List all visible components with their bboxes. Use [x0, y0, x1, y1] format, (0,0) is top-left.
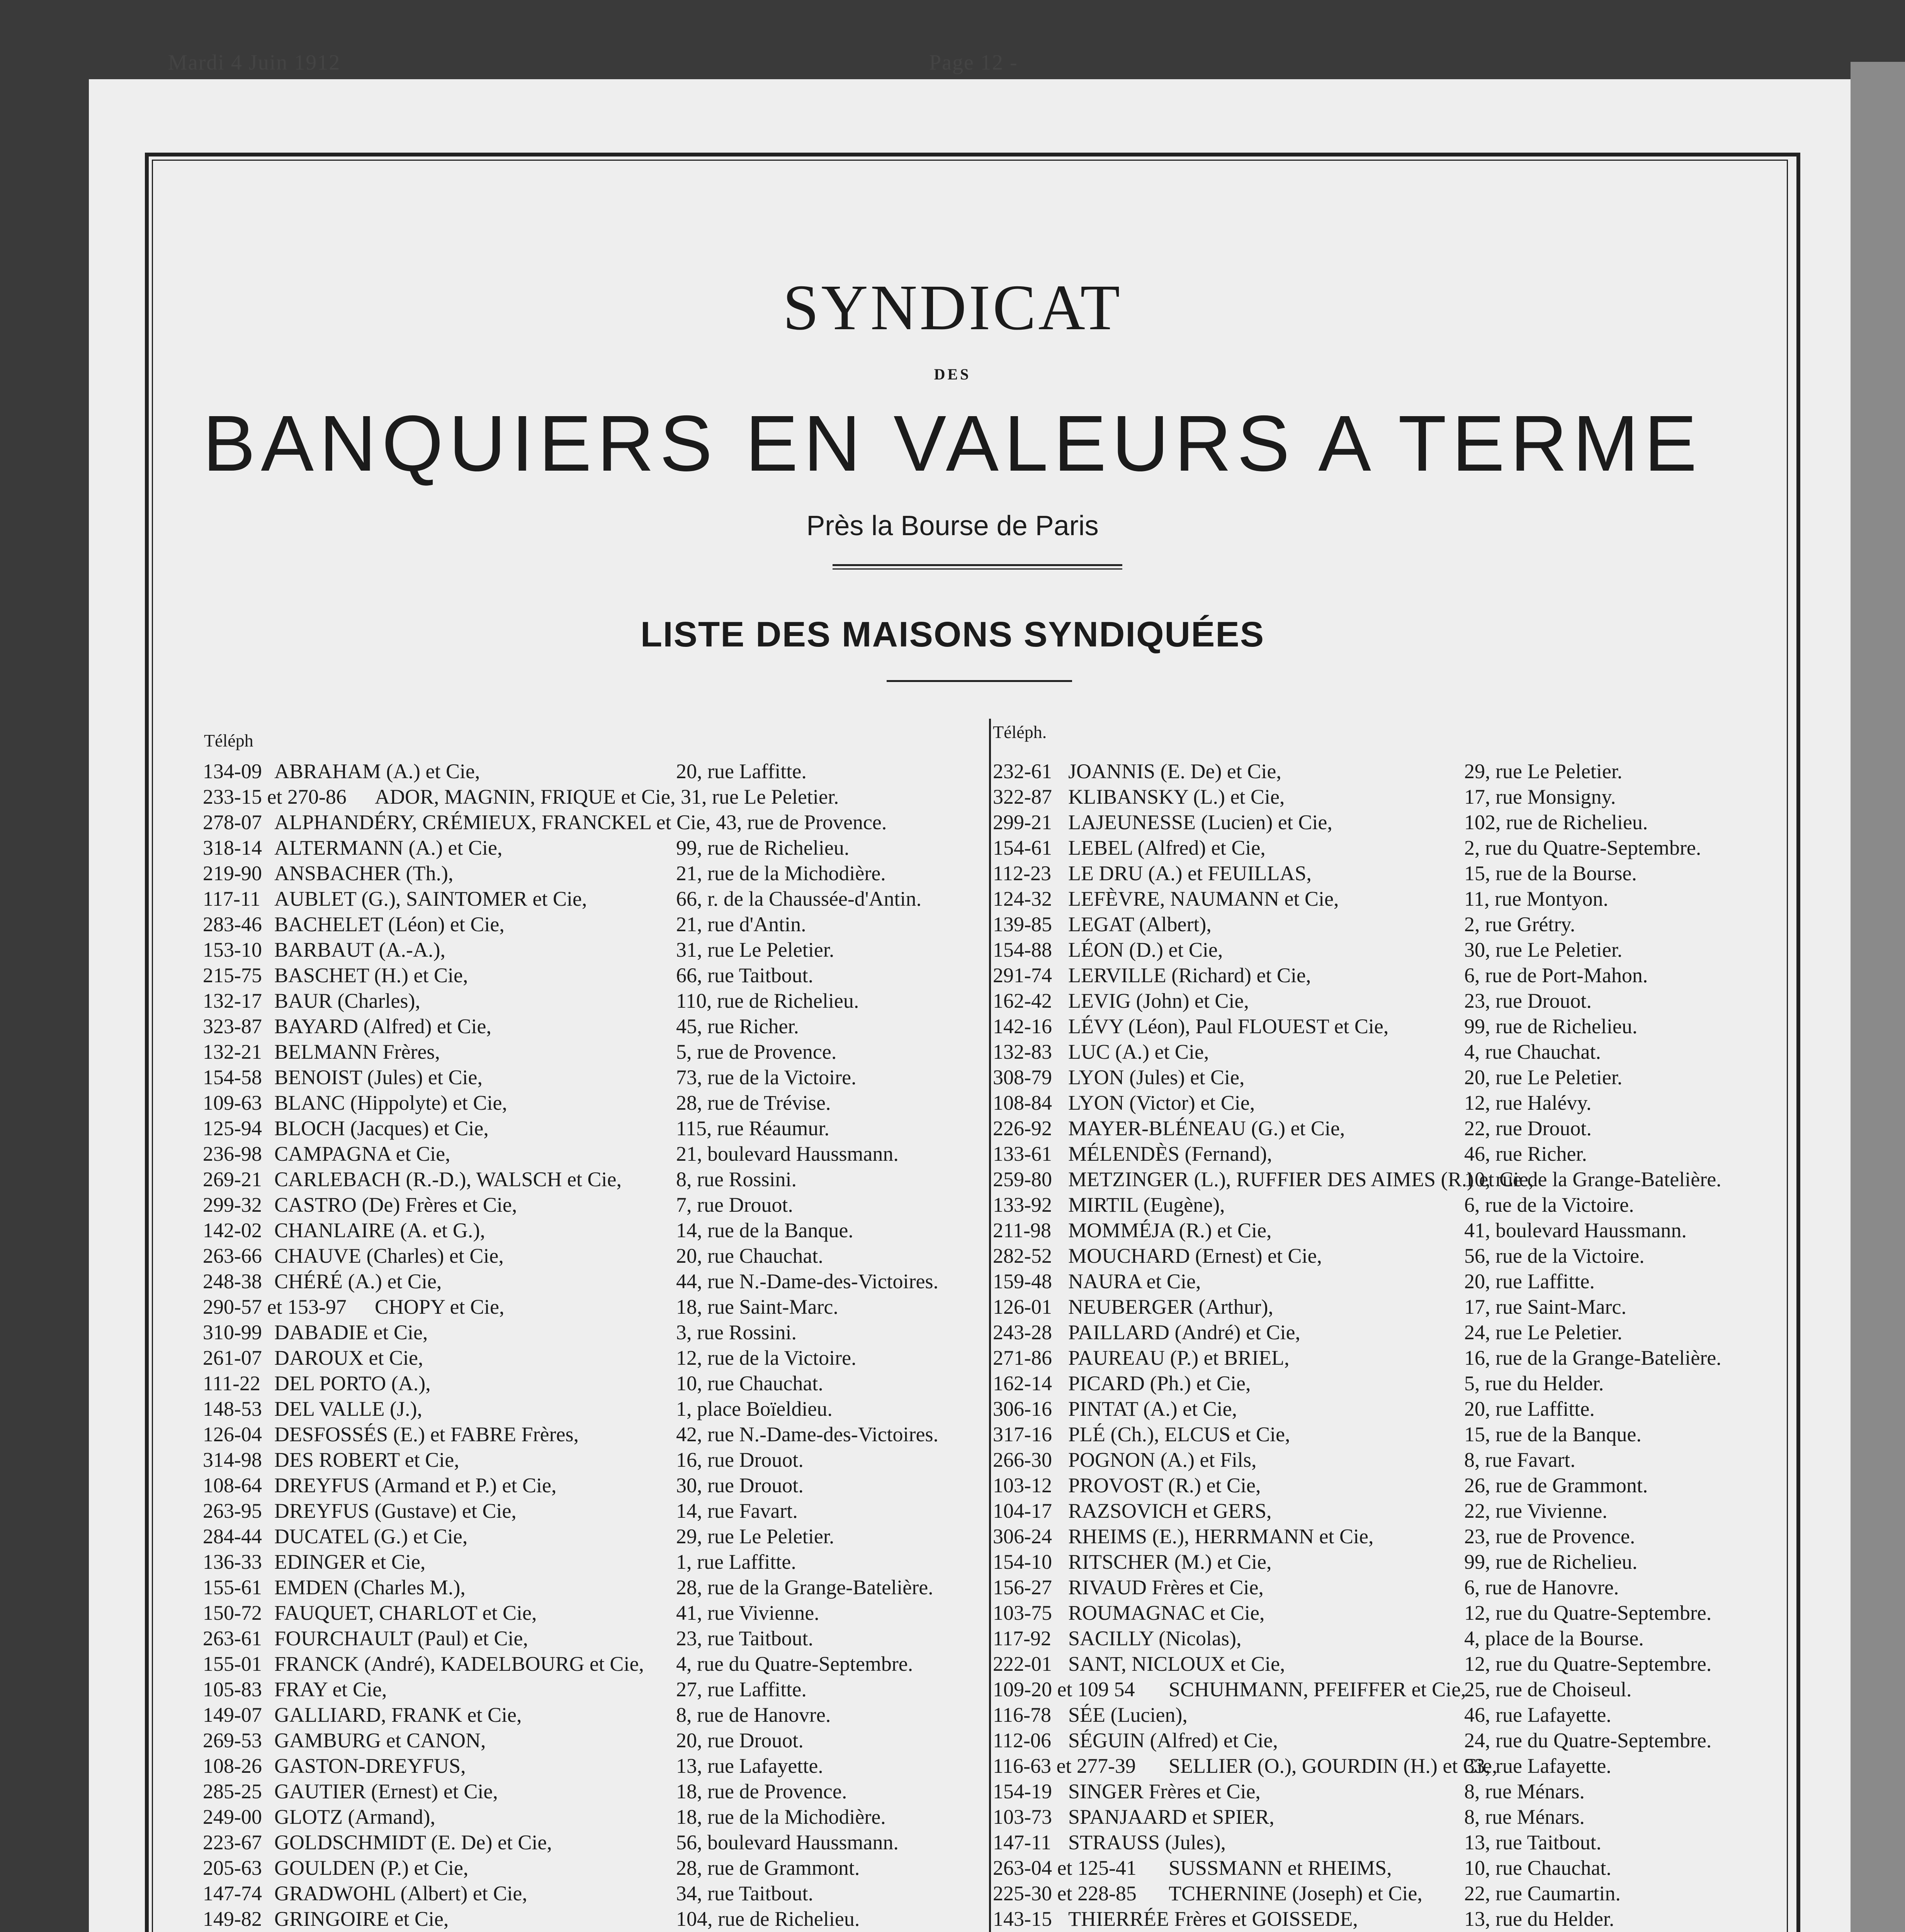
firm-name: CARLEBACH (R.-D.), WALSCH et Cie, [274, 1168, 622, 1191]
firm-address: 42, rue N.-Dame-des-Victoires. [676, 1423, 939, 1446]
telephone-number: 126-04 [203, 1423, 262, 1446]
firm-name: RHEIMS (E.), HERRMANN et Cie, [1068, 1525, 1374, 1548]
firm-name: GAMBURG et CANON, [274, 1729, 486, 1752]
telephone-number: 225-30 et 228-85 [993, 1882, 1137, 1905]
firm-address: 29, rue Le Peletier. [676, 1525, 834, 1548]
telephone-number: 226-92 [993, 1117, 1052, 1140]
telephone-number: 134-09 [203, 760, 262, 783]
telephone-number: 299-32 [203, 1193, 262, 1216]
firm-address: 13, rue du Helder. [1464, 1907, 1614, 1930]
telephone-number: 243-28 [993, 1321, 1052, 1344]
firm-name: SCHUHMANN, PFEIFFER et Cie, [1169, 1678, 1466, 1701]
firm-address: 10, rue Chauchat. [1464, 1856, 1611, 1879]
firm-address: 20, rue Laffitte. [1464, 1270, 1595, 1293]
firm-name: ROUMAGNAC et Cie, [1068, 1601, 1265, 1624]
right-column-header: Téléph. [993, 722, 1047, 742]
firm-address: 21, boulevard Haussmann. [676, 1142, 899, 1165]
telephone-number: 149-07 [203, 1703, 262, 1726]
telephone-number: 215-75 [203, 964, 262, 987]
telephone-number: 154-61 [993, 836, 1052, 859]
firm-name: NAURA et Cie, [1068, 1270, 1201, 1293]
firm-address: 24, rue Le Peletier. [1464, 1321, 1623, 1344]
telephone-number: 147-74 [203, 1882, 262, 1905]
telephone-number: 285-25 [203, 1780, 262, 1803]
firm-name: DEL VALLE (J.), [274, 1397, 422, 1420]
firm-address: 99, rue de Richelieu. [1464, 1550, 1638, 1573]
telephone-number: 269-53 [203, 1729, 262, 1752]
firm-name: LÉON (D.) et Cie, [1068, 938, 1223, 961]
firm-name: GAUTIER (Ernest) et Cie, [274, 1780, 498, 1803]
firm-address: 66, rue Taitbout. [676, 964, 814, 987]
telephone-number: 211-98 [993, 1219, 1051, 1242]
firm-name: RAZSOVICH et GERS, [1068, 1499, 1272, 1522]
firm-address: 8, rue Favart. [1464, 1448, 1575, 1471]
firm-name: CHOPY et Cie, [375, 1295, 505, 1318]
telephone-number: 117-92 [993, 1627, 1051, 1650]
telephone-number: 318-14 [203, 836, 262, 859]
telephone-number: 108-26 [203, 1754, 262, 1777]
firm-name: FOURCHAULT (Paul) et Cie, [274, 1627, 529, 1650]
title-des: DES [934, 366, 971, 383]
firm-name: GOLDSCHMIDT (E. De) et Cie, [274, 1831, 552, 1854]
telephone-number: 284-44 [203, 1525, 262, 1548]
telephone-number: 205-63 [203, 1856, 262, 1879]
firm-name: PINTAT (A.) et Cie, [1068, 1397, 1237, 1420]
firm-name: ALTERMANN (A.) et Cie, [274, 836, 503, 859]
title-banquiers: BANQUIERS EN VALEURS A TERME [202, 399, 1703, 488]
telephone-number: 271-86 [993, 1346, 1052, 1369]
firm-name: SUSSMANN et RHEIMS, [1169, 1856, 1392, 1879]
firm-address: 20, rue Chauchat. [676, 1244, 823, 1267]
firm-address: 104, rue de Richelieu. [676, 1907, 860, 1930]
firm-name: BAYARD (Alfred) et Cie, [274, 1015, 491, 1038]
firm-name: SACILLY (Nicolas), [1068, 1627, 1242, 1650]
firm-address: 8, rue de Hanovre. [676, 1703, 831, 1726]
telephone-number: 223-67 [203, 1831, 262, 1854]
firm-name: GRADWOHL (Albert) et Cie, [274, 1882, 527, 1905]
firm-address: 14, rue Favart. [676, 1499, 798, 1522]
telephone-number: 116-78 [993, 1703, 1051, 1726]
title-divider [833, 564, 1122, 570]
firm-address: 1, rue Laffitte. [676, 1550, 796, 1573]
firm-name: GRINGOIRE et Cie, [274, 1907, 449, 1930]
firm-address: 66, r. de la Chaussée-d'Antin. [676, 887, 922, 910]
firm-name: BLANC (Hippolyte) et Cie, [274, 1091, 507, 1114]
firm-name: FRAY et Cie, [274, 1678, 387, 1701]
firm-address: 11, rue Montyon. [1464, 887, 1608, 910]
telephone-number: 154-88 [993, 938, 1052, 961]
telephone-number: 143-15 [993, 1907, 1052, 1930]
firm-address: 1, place Boïeldieu. [676, 1397, 833, 1420]
firm-address: 23, rue de Provence. [1464, 1525, 1635, 1548]
firm-name: SÉE (Lucien), [1068, 1703, 1188, 1726]
firm-address: 16, rue de la Grange-Batelière. [1464, 1346, 1721, 1369]
telephone-number: 323-87 [203, 1015, 262, 1038]
telephone-number: 259-80 [993, 1168, 1052, 1191]
firm-name: METZINGER (L.), RUFFIER DES AIMES (R.) et Cie, [1068, 1168, 1534, 1191]
telephone-number: 103-73 [993, 1805, 1052, 1828]
telephone-number: 222-01 [993, 1652, 1052, 1675]
firm-name: LERVILLE (Richard) et Cie, [1068, 964, 1311, 987]
firm-name: CASTRO (De) Frères et Cie, [274, 1193, 517, 1216]
telephone-number: 233-15 et 270-86 [203, 785, 347, 808]
firm-name: CHÉRÉ (A.) et Cie, [274, 1270, 442, 1293]
firm-name: PICARD (Ph.) et Cie, [1068, 1372, 1251, 1395]
firm-name: MIRTIL (Eugène), [1068, 1193, 1225, 1216]
telephone-number: 126-01 [993, 1295, 1052, 1318]
firm-address: 18, rue de Provence. [676, 1780, 847, 1803]
telephone-number: 282-52 [993, 1244, 1052, 1267]
telephone-number: 269-21 [203, 1168, 262, 1191]
firm-name: DAROUX et Cie, [274, 1346, 423, 1369]
telephone-number: 112-23 [993, 862, 1051, 885]
firm-address: 24, rue du Quatre-Septembre. [1464, 1729, 1712, 1752]
telephone-number: 306-24 [993, 1525, 1052, 1548]
telephone-number: 263-61 [203, 1627, 262, 1650]
firm-name: TCHERNINE (Joseph) et Cie, [1169, 1882, 1422, 1905]
telephone-number: 261-07 [203, 1346, 262, 1369]
left-column-header: Téléph [204, 731, 253, 750]
telephone-number: 290-57 et 153-97 [203, 1295, 347, 1318]
telephone-number: 103-12 [993, 1474, 1052, 1497]
firm-address: 5, rue du Helder. [1464, 1372, 1604, 1395]
firm-name: SANT, NICLOUX et Cie, [1068, 1652, 1285, 1675]
firm-address: 10, rue Chauchat. [676, 1372, 823, 1395]
firm-name: BENOIST (Jules) et Cie, [274, 1066, 483, 1089]
firm-address: 115, rue Réaumur. [676, 1117, 829, 1140]
firm-address: 27, rue Laffitte. [676, 1678, 807, 1701]
telephone-number: 249-00 [203, 1805, 262, 1828]
firm-name: RITSCHER (M.) et Cie, [1068, 1550, 1272, 1573]
firm-name: RIVAUD Frères et Cie, [1068, 1576, 1264, 1599]
firm-address: 8, rue Ménars. [1464, 1780, 1585, 1803]
firm-name: BLOCH (Jacques) et Cie, [274, 1117, 489, 1140]
firm-address: 7, rue Drouot. [676, 1193, 793, 1216]
telephone-number: 263-04 et 125-41 [993, 1856, 1137, 1879]
header-date: Mardi 4 Juin 1912 [168, 51, 341, 75]
firm-name: LE DRU (A.) et FEUILLAS, [1068, 862, 1312, 885]
firm-name: CHAUVE (Charles) et Cie, [274, 1244, 504, 1267]
firm-address: 41, boulevard Haussmann. [1464, 1219, 1687, 1242]
firm-name: AUBLET (G.), SAINTOMER et Cie, [274, 887, 587, 910]
firm-name: SINGER Frères et Cie, [1068, 1780, 1261, 1803]
list-title: LISTE DES MAISONS SYNDIQUÉES [640, 615, 1265, 654]
firm-name: DABADIE et Cie, [274, 1321, 428, 1344]
firm-address: 102, rue de Richelieu. [1464, 811, 1648, 834]
telephone-number: 322-87 [993, 785, 1052, 808]
firm-name: MÉLENDÈS (Fernand), [1068, 1142, 1272, 1165]
firm-address: 21, rue d'Antin. [676, 913, 806, 936]
firm-name: LEGAT (Albert), [1068, 913, 1212, 936]
firm-address: 30, rue Le Peletier. [1464, 938, 1623, 961]
telephone-number: 149-82 [203, 1907, 262, 1930]
firm-name: LÉVY (Léon), Paul FLOUEST et Cie, [1068, 1015, 1389, 1038]
firm-address: 18, rue Saint-Marc. [676, 1295, 838, 1318]
telephone-number: 105-83 [203, 1678, 262, 1701]
firm-address: 31, rue Le Peletier. [676, 938, 834, 961]
firm-address: 46, rue Lafayette. [1464, 1703, 1611, 1726]
firm-address: 23, rue Drouot. [1464, 989, 1592, 1012]
firm-address: 20, rue Le Peletier. [1464, 1066, 1623, 1089]
firm-address: 99, rue de Richelieu. [1464, 1015, 1638, 1038]
telephone-number: 317-16 [993, 1423, 1052, 1446]
firm-address: 56, boulevard Haussmann. [676, 1831, 899, 1854]
firm-address: 3, rue Rossini. [676, 1321, 797, 1344]
telephone-number: 136-33 [203, 1550, 262, 1573]
firm-address: 6, rue de Port-Mahon. [1464, 964, 1648, 987]
firm-address: 12, rue du Quatre-Septembre. [1464, 1652, 1712, 1675]
firm-address: 4, place de la Bourse. [1464, 1627, 1644, 1650]
telephone-number: 154-58 [203, 1066, 262, 1089]
telephone-number: 103-75 [993, 1601, 1052, 1624]
telephone-number: 266-30 [993, 1448, 1052, 1471]
firm-address: 45, rue Richer. [676, 1015, 799, 1038]
firm-name: THIERRÉE Frères et GOISSEDE, [1068, 1907, 1358, 1930]
telephone-number: 153-10 [203, 938, 262, 961]
firm-name: LAJEUNESSE (Lucien) et Cie, [1068, 811, 1332, 834]
firm-name: LEBEL (Alfred) et Cie, [1068, 836, 1266, 859]
firm-address: 29, rue Le Peletier. [1464, 760, 1623, 783]
firm-address: 4, rue du Quatre-Septembre. [676, 1652, 913, 1675]
firm-address: 17, rue Saint-Marc. [1464, 1295, 1626, 1318]
telephone-number: 154-19 [993, 1780, 1052, 1803]
telephone-number: 150-72 [203, 1601, 262, 1624]
firm-address: 34, rue Taitbout. [676, 1882, 814, 1905]
telephone-number: 156-27 [993, 1576, 1052, 1599]
firm-address: 16, rue Drouot. [676, 1448, 804, 1471]
firm-name: SPANJAARD et SPIER, [1068, 1805, 1275, 1828]
firm-address: 10, rue de la Grange-Batelière. [1464, 1168, 1721, 1191]
telephone-number: 117-11 [203, 887, 260, 910]
firm-address: 14, rue de la Banque. [676, 1219, 853, 1242]
firm-name: FAUQUET, CHARLOT et Cie, [274, 1601, 537, 1624]
title-syndicat: SYNDICAT [783, 272, 1122, 344]
firm-name: BELMANN Frères, [274, 1040, 440, 1063]
telephone-number: 147-11 [993, 1831, 1051, 1854]
firm-name: JOANNIS (E. De) et Cie, [1068, 760, 1281, 783]
firm-name: GALLIARD, FRANK et Cie, [274, 1703, 522, 1726]
firm-name: PLÉ (Ch.), ELCUS et Cie, [1068, 1423, 1290, 1446]
firm-address: 15, rue de la Bourse. [1464, 862, 1637, 885]
firm-name: CHANLAIRE (A. et G.), [274, 1219, 485, 1242]
firm-address: 56, rue de la Victoire. [1464, 1244, 1645, 1267]
firm-address: 28, rue de la Grange-Batelière. [676, 1576, 933, 1599]
firm-address: 2, rue du Quatre-Septembre. [1464, 836, 1701, 859]
firm-name: GOULDEN (P.) et Cie, [274, 1856, 469, 1879]
firm-name: EMDEN (Charles M.), [274, 1576, 466, 1599]
firm-address: 13, rue Lafayette. [676, 1754, 823, 1777]
firm-address: 25, rue de Choiseul. [1464, 1678, 1632, 1701]
firm-name: MAYER-BLÉNEAU (G.) et Cie, [1068, 1117, 1345, 1140]
firm-name: CAMPAGNA et Cie, [274, 1142, 450, 1165]
telephone-number: 142-16 [993, 1015, 1052, 1038]
telephone-number: 155-01 [203, 1652, 262, 1675]
firm-address: 5, rue de Provence. [676, 1040, 837, 1063]
telephone-number: 263-66 [203, 1244, 262, 1267]
telephone-number: 291-74 [993, 964, 1052, 987]
firm-address: 12, rue de la Victoire. [676, 1346, 856, 1369]
telephone-number: 104-17 [993, 1499, 1052, 1522]
list-title-underline [887, 680, 1072, 682]
firm-name: PROVOST (R.) et Cie, [1068, 1474, 1261, 1497]
telephone-number: 132-17 [203, 989, 262, 1012]
firm-name: DEL PORTO (A.), [274, 1372, 431, 1395]
firm-name: GASTON-DREYFUS, [274, 1754, 466, 1777]
firm-name: NEUBERGER (Arthur), [1068, 1295, 1273, 1318]
telephone-number: 278-07 [203, 811, 262, 834]
firm-name: EDINGER et Cie, [274, 1550, 426, 1573]
firm-address: 20, rue Laffitte. [676, 760, 807, 783]
telephone-number: 124-32 [993, 887, 1052, 910]
firm-address: 22, rue Caumartin. [1464, 1882, 1621, 1905]
telephone-number: 109-20 et 109 54 [993, 1678, 1135, 1701]
telephone-number: 154-10 [993, 1550, 1052, 1573]
firm-address: 44, rue N.-Dame-des-Victoires. [676, 1270, 939, 1293]
telephone-number: 283-46 [203, 913, 262, 936]
telephone-number: 299-21 [993, 811, 1052, 834]
firm-name: LEFÈVRE, NAUMANN et Cie, [1068, 887, 1339, 910]
firm-name: ADOR, MAGNIN, FRIQUE et Cie, 31, rue Le Peletier. [375, 785, 839, 808]
firm-address: 13, rue Taitbout. [1464, 1831, 1602, 1854]
firm-name: BASCHET (H.) et Cie, [274, 964, 468, 987]
telephone-number: 308-79 [993, 1066, 1052, 1089]
firm-address: 6, rue de Hanovre. [1464, 1576, 1619, 1599]
firm-address: 4, rue Chauchat. [1464, 1040, 1601, 1063]
column-separator [989, 719, 991, 1932]
firm-name: STRAUSS (Jules), [1068, 1831, 1226, 1854]
telephone-number: 111-22 [203, 1372, 260, 1395]
firm-address: 26, rue de Grammont. [1464, 1474, 1648, 1497]
telephone-number: 162-42 [993, 989, 1052, 1012]
firm-address: 46, rue Richer. [1464, 1142, 1587, 1165]
firm-name: FRANCK (André), KADELBOURG et Cie, [274, 1652, 644, 1675]
telephone-number: 232-61 [993, 760, 1052, 783]
firm-address: 18, rue de la Michodière. [676, 1805, 886, 1828]
telephone-number: 155-61 [203, 1576, 262, 1599]
firm-address: 23, rue Taitbout. [676, 1627, 814, 1650]
firm-name: DREYFUS (Armand et P.) et Cie, [274, 1474, 557, 1497]
telephone-number: 310-99 [203, 1321, 262, 1344]
firm-address: 15, rue de la Banque. [1464, 1423, 1642, 1446]
firm-name: MOUCHARD (Ernest) et Cie, [1068, 1244, 1322, 1267]
firm-name: SÉGUIN (Alfred) et Cie, [1068, 1729, 1278, 1752]
telephone-number: 219-90 [203, 862, 262, 885]
telephone-number: 263-95 [203, 1499, 262, 1522]
firm-name: LYON (Jules) et Cie, [1068, 1066, 1245, 1089]
firm-address: 28, rue de Trévise. [676, 1091, 831, 1114]
firm-name: DESFOSSÉS (E.) et FABRE Frères, [274, 1423, 579, 1446]
telephone-number: 108-64 [203, 1474, 262, 1497]
firm-address: 22, rue Vivienne. [1464, 1499, 1608, 1522]
firm-name: PAUREAU (P.) et BRIEL, [1068, 1346, 1290, 1369]
telephone-number: 132-21 [203, 1040, 262, 1063]
firm-name: ANSBACHER (Th.), [274, 862, 454, 885]
firm-address: 17, rue Monsigny. [1464, 785, 1616, 808]
firm-address: 73, rue de la Victoire. [676, 1066, 856, 1089]
firm-name: POGNON (A.) et Fils, [1068, 1448, 1257, 1471]
title-subtitle: Près la Bourse de Paris [806, 510, 1099, 541]
telephone-number: 248-38 [203, 1270, 262, 1293]
firm-address: 20, rue Drouot. [676, 1729, 804, 1752]
firm-name: BARBAUT (A.-A.), [274, 938, 445, 961]
firm-address: 12, rue du Quatre-Septembre. [1464, 1601, 1712, 1624]
firm-address: 22, rue Drouot. [1464, 1117, 1592, 1140]
firm-address: 110, rue de Richelieu. [676, 989, 859, 1012]
firm-name: GLOTZ (Armand), [274, 1805, 435, 1828]
firm-address: 2, rue Grétry. [1464, 913, 1575, 936]
telephone-number: 133-61 [993, 1142, 1052, 1165]
telephone-number: 125-94 [203, 1117, 262, 1140]
firm-address: 6, rue de la Victoire. [1464, 1193, 1634, 1216]
firm-name: BAUR (Charles), [274, 989, 420, 1012]
telephone-number: 139-85 [993, 913, 1052, 936]
firm-address: 33, rue Lafayette. [1464, 1754, 1611, 1777]
telephone-number: 314-98 [203, 1448, 262, 1471]
telephone-number: 236-98 [203, 1142, 262, 1165]
telephone-number: 109-63 [203, 1091, 262, 1114]
firm-name: MOMMÉJA (R.) et Cie, [1068, 1219, 1272, 1242]
header-page-number: Page 12 - [929, 51, 1018, 75]
telephone-number: 162-14 [993, 1372, 1052, 1395]
firm-name: SELLIER (O.), GOURDIN (H.) et Cie, [1169, 1754, 1497, 1777]
telephone-number: 116-63 et 277-39 [993, 1754, 1136, 1777]
firm-name: LYON (Victor) et Cie, [1068, 1091, 1255, 1114]
firm-name: DES ROBERT et Cie, [274, 1448, 459, 1471]
firm-address: 30, rue Drouot. [676, 1474, 804, 1497]
firm-address: 20, rue Laffitte. [1464, 1397, 1595, 1420]
telephone-number: 306-16 [993, 1397, 1052, 1420]
telephone-number: 148-53 [203, 1397, 262, 1420]
firm-name: ALPHANDÉRY, CRÉMIEUX, FRANCKEL et Cie, 43, rue de Provence. [274, 811, 887, 834]
firm-address: 12, rue Halévy. [1464, 1091, 1592, 1114]
firm-name: BACHELET (Léon) et Cie, [274, 913, 505, 936]
telephone-number: 112-06 [993, 1729, 1051, 1752]
telephone-number: 142-02 [203, 1219, 262, 1242]
firm-name: DUCATEL (G.) et Cie, [274, 1525, 468, 1548]
telephone-number: 133-92 [993, 1193, 1052, 1216]
firm-address: 99, rue de Richelieu. [676, 836, 850, 859]
firm-name: DREYFUS (Gustave) et Cie, [274, 1499, 517, 1522]
firm-name: ABRAHAM (A.) et Cie, [274, 760, 480, 783]
firm-name: PAILLARD (André) et Cie, [1068, 1321, 1300, 1344]
firm-address: 28, rue de Grammont. [676, 1856, 860, 1879]
firm-address: 21, rue de la Michodière. [676, 862, 886, 885]
telephone-number: 108-84 [993, 1091, 1052, 1114]
firm-address: 8, rue Ménars. [1464, 1805, 1585, 1828]
firm-name: KLIBANSKY (L.) et Cie, [1068, 785, 1285, 808]
firm-address: 41, rue Vivienne. [676, 1601, 819, 1624]
telephone-number: 159-48 [993, 1270, 1052, 1293]
firm-name: LUC (A.) et Cie, [1068, 1040, 1209, 1063]
telephone-number: 132-83 [993, 1040, 1052, 1063]
firm-name: LEVIG (John) et Cie, [1068, 989, 1249, 1012]
firm-address: 8, rue Rossini. [676, 1168, 797, 1191]
